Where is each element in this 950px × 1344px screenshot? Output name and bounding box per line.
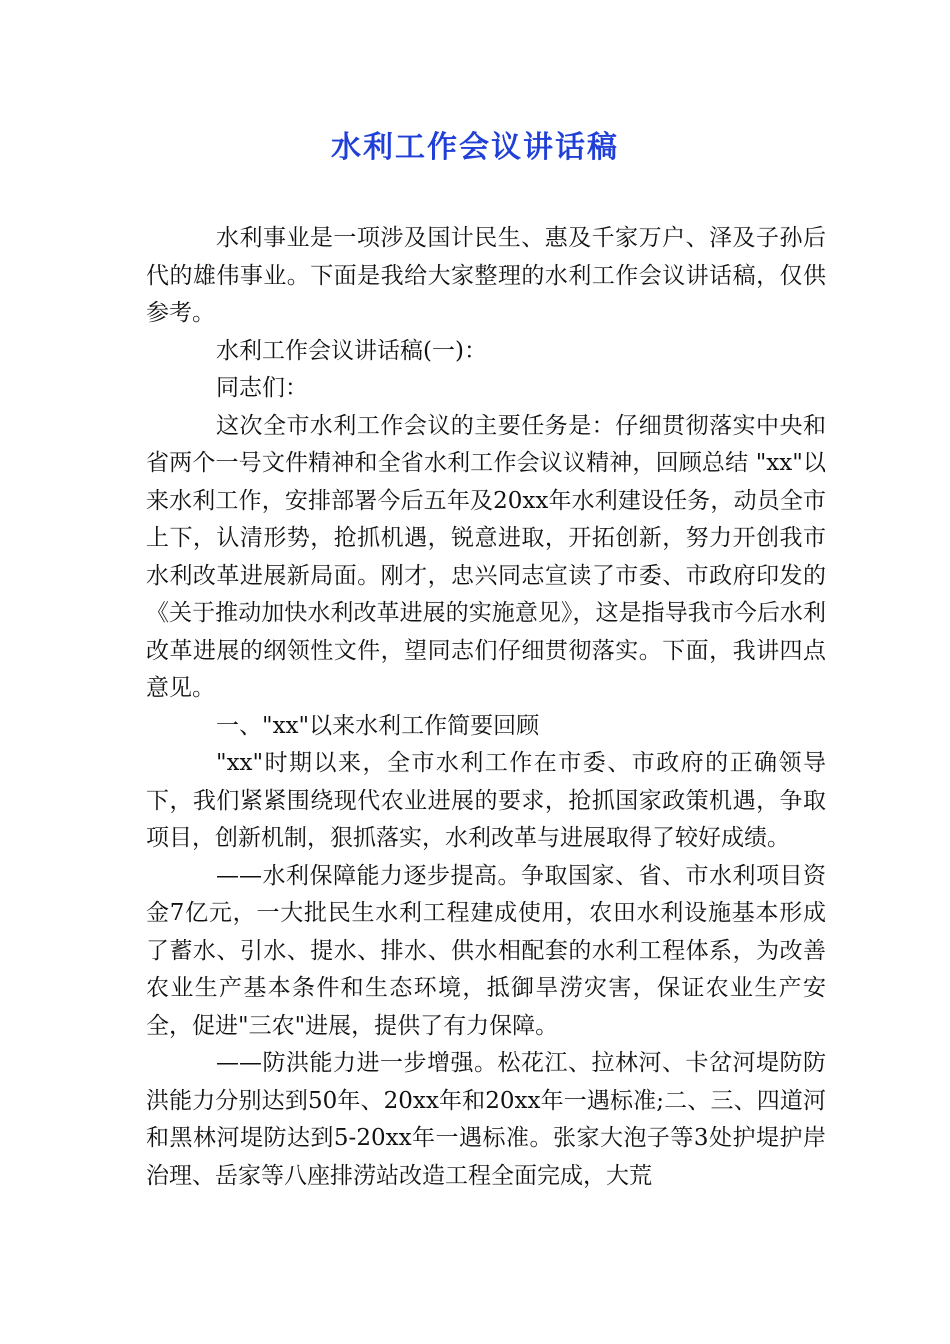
speech-heading: 水利工作会议讲话稿(一)： bbox=[216, 337, 487, 364]
document-body bbox=[146, 220, 826, 1195]
body-paragraph: 这次全市水利工作会议的主要任务是：仔细贯彻落实中央和省两个一号文件精神和全省水利工作会议议精神，回顾总结 "xx"以来水利工作，安排部署今后五年及20xx年水利建设任务，动员全市上下，认清形势，抢抓机遇，锐意进取，开拓创新，努力开创我市水利改革进展新局面。刚才，忠兴同志宣读了市委、市政府印发的《关于推动加快水利改革进展的实施意见》，这是指导我市今后水利改革进展的纲领性文件，望同志们仔细贯彻落实。下面，我讲四点意见。 bbox=[146, 412, 826, 701]
document-title: 水利工作会议讲话稿 bbox=[331, 130, 619, 165]
body-paragraph: "xx"时期以来，全市水利工作在市委、市政府的正确领导下，我们紧紧围绕现代农业进展的要求，抢抓国家政策机遇，争取项目，创新机制，狠抓落实，水利改革与进展取得了较好成绩。 bbox=[146, 750, 826, 851]
body-paragraph: ——防洪能力进一步增强。松花江、拉林河、卡岔河堤防防洪能力分别达到50年、20xx年和20xx年一遇标准;二、三、四道河和黑林河堤防达到5-20xx年一遇标准。张家大泡子等3处护堤护岸治理、岳家等八座排涝站改造工程全面完成，大荒 bbox=[146, 1050, 826, 1189]
section-heading: 一、"xx"以来水利工作简要回顾 bbox=[216, 712, 540, 739]
salutation: 同志们： bbox=[216, 375, 308, 401]
body-paragraph: ——水利保障能力逐步提高。争取国家、省、市水利项目资金7亿元，一大批民生水利工程建成使用，农田水利设施基本形成了蓄水、引水、提水、排水、供水相配套的水利工程体系，为改善农业生产基本条件和生态环境，抵御旱涝灾害，保证农业生产安全，促进"三农"进展，提供了有力保障。 bbox=[146, 862, 826, 1039]
intro-paragraph: 水利事业是一项涉及国计民生、惠及千家万户、泽及子孙后代的雄伟事业。下面是我给大家整理的水利工作会议讲话稿，仅供参考。 bbox=[146, 225, 826, 326]
